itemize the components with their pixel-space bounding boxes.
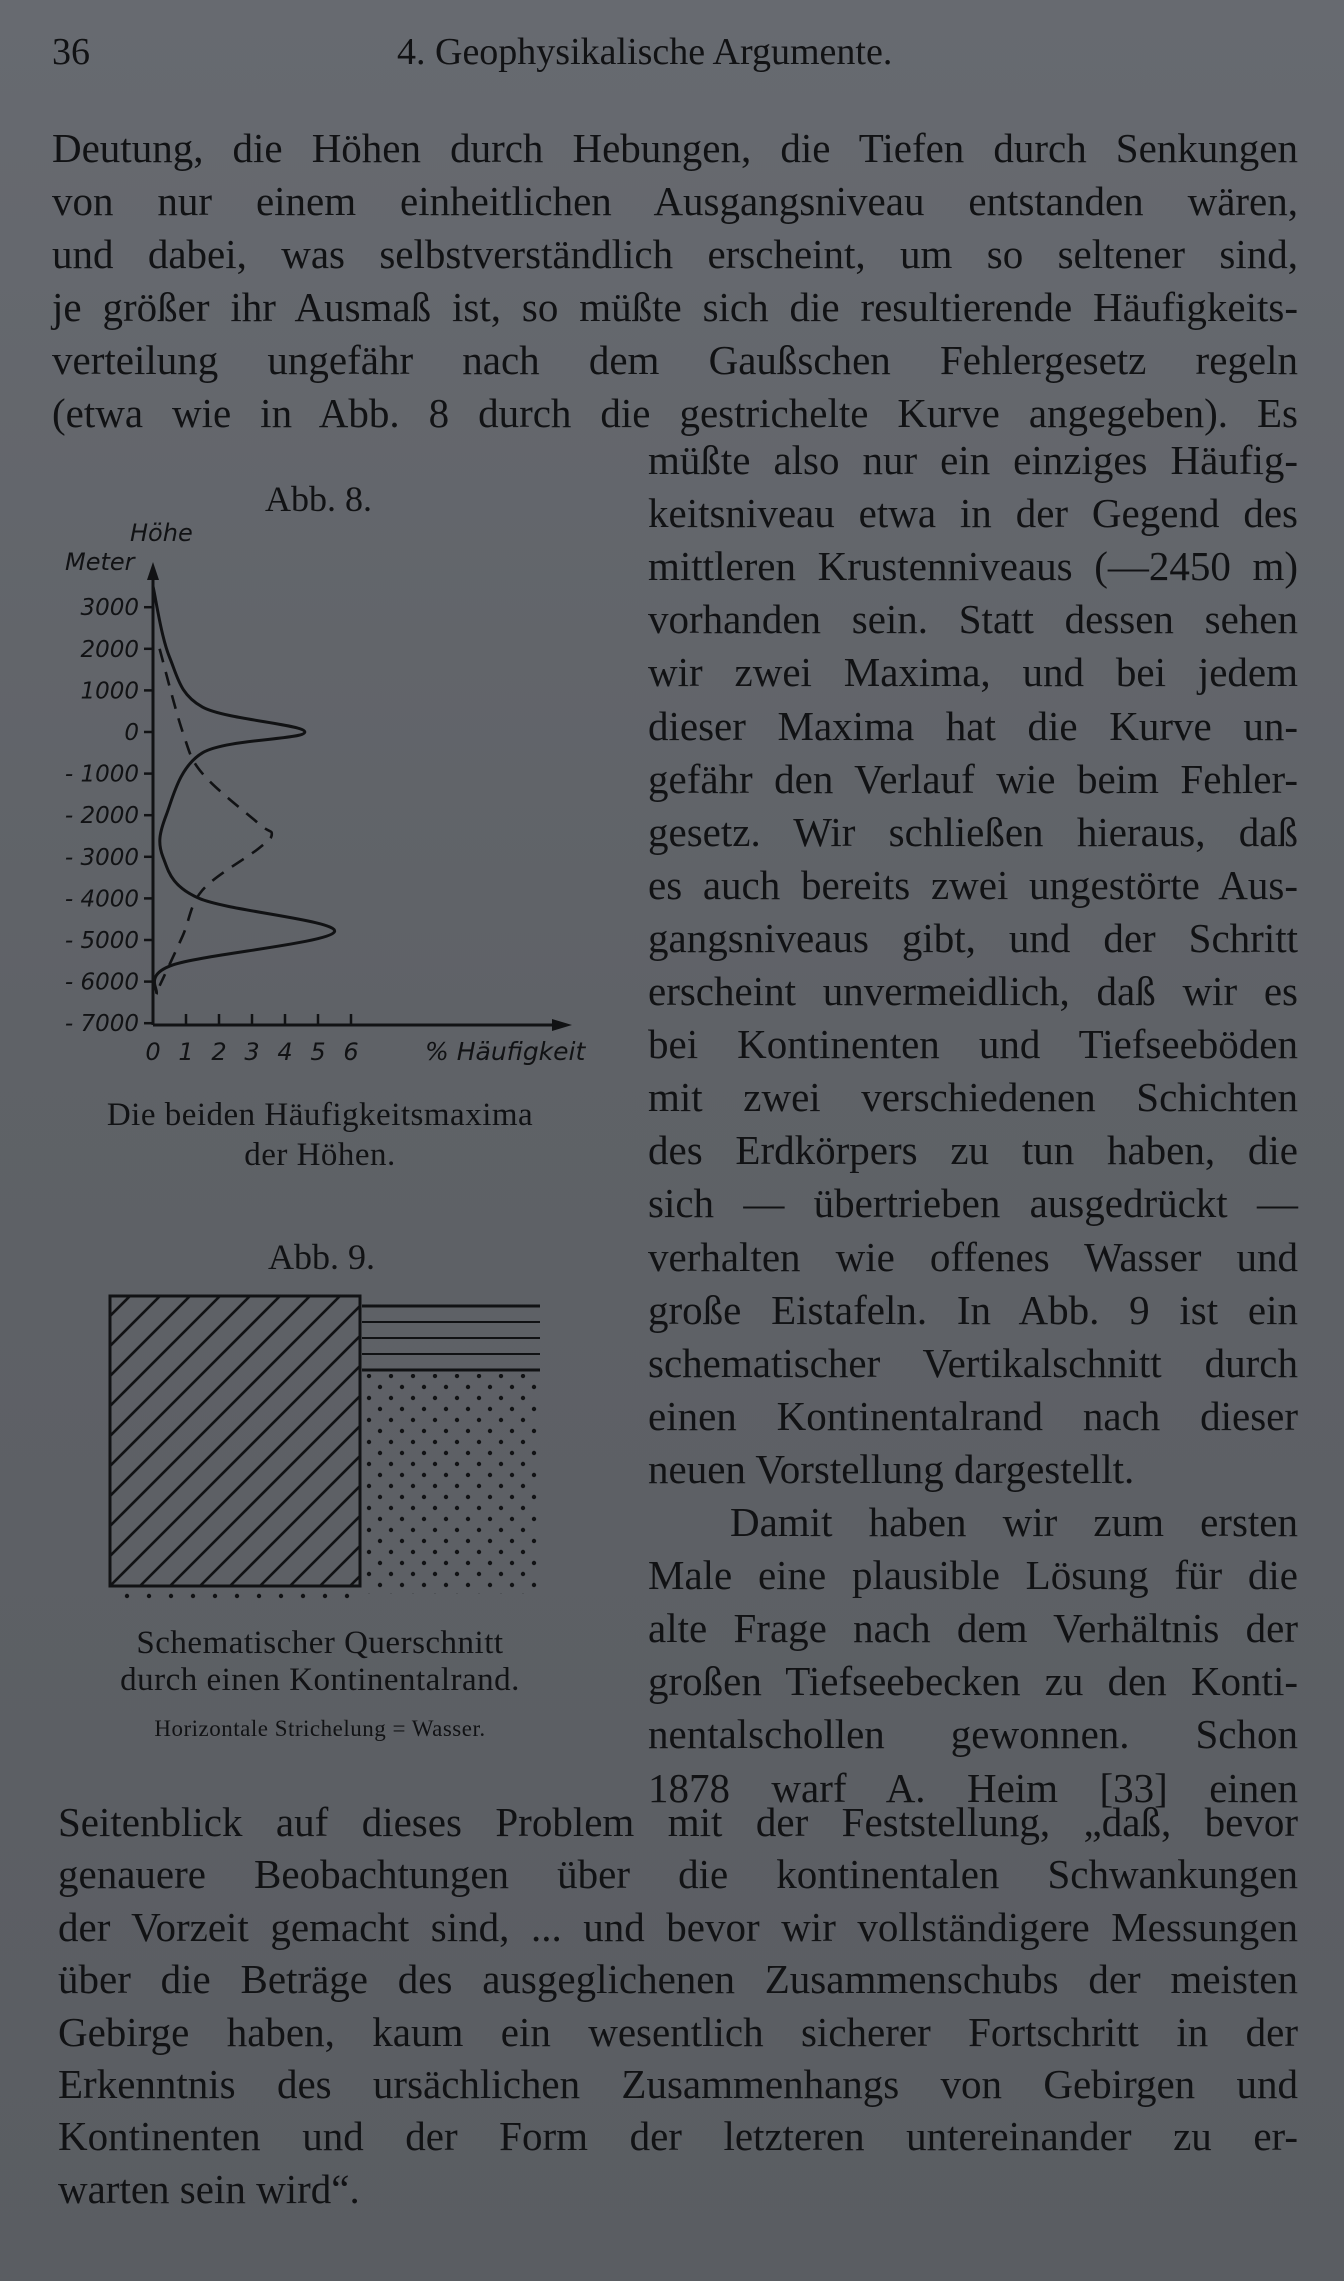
fig8-chart	[40, 520, 630, 1080]
text-line: mittleren Krustenniveaus (—2450 m)	[648, 543, 1298, 590]
text-line: Male eine plausible Lösung für die	[648, 1552, 1298, 1599]
text-line: gesetz. Wir schließen hieraus, daß	[648, 808, 1298, 855]
continent-base-stipple	[120, 1588, 360, 1604]
text-line: es auch bereits zwei ungestörte Aus-	[648, 861, 1298, 908]
fig8-y-ticks	[65, 595, 153, 1037]
text-line: und dabei, was selbstverständlich erscheint, um so seltener sind,	[52, 231, 1298, 277]
ocean-floor-stipple	[362, 1374, 542, 1594]
text-line: Gebirge haben, kaum ein wesentlich sicherer Fortschritt in der	[58, 2008, 1298, 2055]
y-tick-label: 3000	[80, 595, 139, 622]
fig9-label: Abb. 9.	[268, 1237, 375, 1277]
text-line: wir zwei Maxima, und bei jedem	[648, 649, 1298, 696]
text-line: alte Frage nach dem Verhältnis der	[648, 1605, 1298, 1652]
x-tick-label: 3	[244, 1038, 260, 1066]
fig9-caption-small: Horizontale Strichelung = Wasser.	[154, 1716, 486, 1741]
text-line: der Vorzeit gemacht sind, ... und bevor wir vollständigere Messungen	[58, 1903, 1298, 1950]
fig8-y-arrow	[147, 562, 159, 580]
text-line: mit zwei verschiedenen Schichten	[648, 1074, 1298, 1121]
text-line: von nur einem einheitlichen Ausgangsniveau entstanden wären,	[52, 178, 1298, 224]
running-title: 4. Geophysikalische Argumente.	[397, 31, 893, 73]
y-tick-label: 0	[124, 720, 139, 746]
text-line: über die Beträge des ausgeglichenen Zusammenschubs der meisten	[58, 1956, 1298, 2003]
text-line: dieser Maxima hat die Kurve un-	[648, 702, 1298, 749]
y-tick-label: - 2000	[64, 803, 139, 830]
y-tick-label: - 5000	[64, 928, 139, 954]
text-line: (etwa wie in Abb. 8 durch die gestrichelte Kurve angegeben). Es	[52, 390, 1298, 436]
water-lines	[362, 1306, 540, 1370]
text-line: warten sein wird“.	[58, 2165, 360, 2212]
x-tick-label: 1	[178, 1038, 194, 1066]
text-line: genauere Beobachtungen über die kontinentalen Schwankungen	[58, 1851, 1298, 1898]
text-line: Seitenblick auf dieses Problem mit der Feststellung, „daß, bevor	[58, 1799, 1298, 1845]
text-line: Kontinenten und der Form der letzteren untereinander zu er-	[58, 2113, 1298, 2160]
text-line: vorhanden sein. Statt dessen sehen	[648, 596, 1298, 643]
text-line: müßte also nur ein einziges Häufig-	[648, 437, 1298, 483]
page-number: 36	[52, 31, 90, 73]
fig8-dashed-curve	[160, 649, 272, 986]
text-line: sich — übertrieben ausgedrückt —	[648, 1180, 1298, 1227]
text-line: je größer ihr Ausmaß ist, so müßte sich die resultierende Häufigkeits-	[52, 284, 1298, 330]
y-tick-label: 1000	[80, 678, 139, 705]
text-line: gefähr den Verlauf wie beim Fehler-	[648, 755, 1298, 802]
x-tick-label: 6	[343, 1038, 359, 1066]
text-line: verhalten wie offenes Wasser und	[648, 1233, 1298, 1280]
y-tick-label: - 7000	[64, 1011, 139, 1038]
fig9-caption-1: Schematischer Querschnitt	[136, 1625, 504, 1661]
x-tick-label: 5	[310, 1038, 326, 1066]
text-line: schematischer Vertikalschnitt durch	[648, 1339, 1298, 1386]
y-tick-label: - 4000	[64, 886, 139, 913]
x-tick-label: 2	[211, 1038, 227, 1066]
fig8-x-title: % Häufigkeit	[425, 1037, 586, 1066]
fig8-label: Abb. 8.	[265, 479, 372, 519]
y-tick-label: - 1000	[64, 761, 139, 788]
y-tick-label: - 3000	[64, 844, 139, 871]
fig9-cross-section	[100, 1282, 560, 1612]
text-line: einen Kontinentalrand nach dieser	[648, 1392, 1298, 1439]
text-line: Erkenntnis des ursächlichen Zusammenhangs von Gebirgen und	[58, 2061, 1298, 2107]
text-line: Damit haben wir zum ersten	[730, 1499, 1298, 1545]
text-line: gangsniveaus gibt, und der Schritt	[648, 914, 1298, 961]
fig8-solid-curve	[153, 586, 335, 994]
fig8-caption-1: Die beiden Häufigkeitsmaxima	[106, 1097, 534, 1133]
fig9-caption-2: durch einen Kontinentalrand.	[120, 1662, 520, 1698]
fig8-x-arrow	[552, 1019, 572, 1031]
text-line: große Eistafeln. In Abb. 9 ist ein	[648, 1286, 1298, 1333]
text-line: 1878 warf A. Heim [33] einen	[648, 1764, 1298, 1811]
text-line: erscheint unvermeidlich, daß wir es	[648, 968, 1298, 1014]
text-line: großen Tiefseebecken zu den Konti-	[648, 1658, 1298, 1705]
x-tick-label: 4	[277, 1038, 293, 1066]
fig8-x-ticks	[145, 1014, 358, 1066]
fig8-caption-2: der Höhen.	[244, 1137, 396, 1173]
text-line: Deutung, die Höhen durch Hebungen, die Tiefen durch Senkungen	[52, 125, 1298, 171]
x-tick-label: 0	[145, 1038, 161, 1066]
text-line: nentalschollen gewonnen. Schon	[648, 1711, 1298, 1758]
y-tick-label: 2000	[80, 636, 139, 663]
page-header	[52, 30, 1292, 80]
text-line: bei Kontinenten und Tiefseeböden	[648, 1021, 1298, 1068]
text-line: des Erdkörpers zu tun haben, die	[648, 1127, 1298, 1174]
text-line: keitsniveau etwa in der Gegend des	[648, 490, 1298, 537]
fig8-y-title-1: Höhe	[130, 520, 193, 547]
y-tick-label: - 6000	[64, 969, 139, 996]
text-line: verteilung ungefähr nach dem Gaußschen Fehlergesetz regeln	[52, 337, 1298, 383]
fig8-y-title-2: Meter	[65, 548, 135, 576]
text-line: neuen Vorstellung dargestellt.	[648, 1445, 1135, 1492]
